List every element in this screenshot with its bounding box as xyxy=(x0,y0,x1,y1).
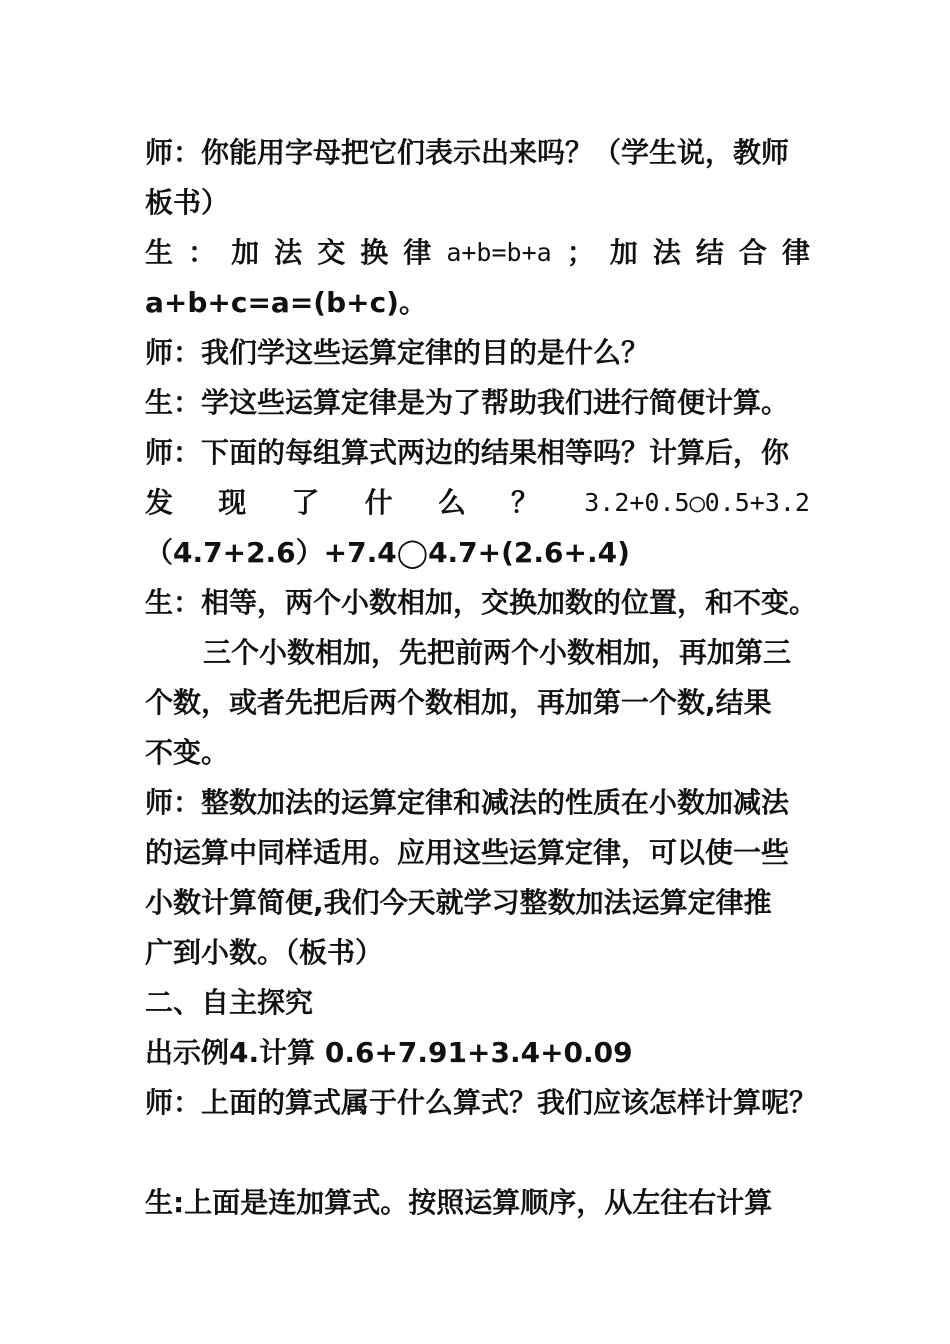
lesson-text xyxy=(145,128,818,1228)
formula-fragment: 3.2+0.5◯0.5+3.2 xyxy=(584,488,810,517)
teacher-line: 师：我们学这些运算定律的目的是什么？ xyxy=(145,336,650,369)
teacher-line: 师：下面的每组算式两边的结果相等吗？计算后，你 xyxy=(145,436,790,469)
section-heading: 二、自主探究 xyxy=(145,986,314,1019)
student-line: 生：学这些运算定律是为了帮助我们进行简便计算。 xyxy=(145,386,790,419)
text-fragment: 合 xyxy=(738,236,767,269)
teacher-line: 师：你能用字母把它们表示出来吗？（学生说，教师 xyxy=(145,136,790,169)
student-line-laws xyxy=(145,228,810,278)
text-fragment: 结 xyxy=(695,236,724,269)
teacher-line: 师：整数加法的运算定律和减法的性质在小数加减法 xyxy=(145,786,790,819)
text-line: 广到小数。（板书） xyxy=(145,936,384,969)
text-fragment: 律 xyxy=(403,236,432,269)
text-fragment: 么 xyxy=(437,486,466,519)
teacher-line: 师：上面的算式属于什么算式？我们应该怎样计算呢？ xyxy=(145,1086,818,1119)
formula-fragment: a+b=b+a xyxy=(446,238,552,267)
text-line: 小数计算简便,我们今天就学习整数加法运算定律推 xyxy=(145,886,772,919)
text-fragment: 交 xyxy=(317,236,346,269)
text-fragment: 加 xyxy=(231,236,260,269)
student-line-continued: 三个小数相加，先把前两个小数相加，再加第三 xyxy=(203,636,792,669)
text-fragment: ？ xyxy=(511,486,540,519)
formula-line: （4.7+2.6）+7.4◯4.7+(2.6+.4) xyxy=(145,536,630,569)
text-fragment: 加 xyxy=(609,236,638,269)
text-fragment: 法 xyxy=(274,236,303,269)
text-fragment: 生 xyxy=(145,236,174,269)
text-line: 不变。 xyxy=(145,736,230,769)
example-line: 出示例4.计算 0.6+7.91+3.4+0.09 xyxy=(145,1036,633,1069)
text-line: 个数，或者先把后两个数相加，再加第一个数,结果 xyxy=(145,686,772,719)
text-fragment: 律 xyxy=(781,236,810,269)
text-fragment: 发 xyxy=(145,486,174,519)
text-fragment: 换 xyxy=(360,236,389,269)
text-line: 的运算中同样适用。应用这些运算定律，可以使一些 xyxy=(145,836,790,869)
student-line: 生：相等，两个小数相加，交换加数的位置，和不变。 xyxy=(145,586,818,619)
text-fragment: ； xyxy=(566,236,595,269)
text-fragment: ： xyxy=(188,236,217,269)
student-line: 生:上面是连加算式。按照运算顺序，从左往右计算 xyxy=(145,1186,773,1219)
text-fragment: 了 xyxy=(291,486,320,519)
text-line: 板书） xyxy=(145,186,230,219)
text-fragment: 现 xyxy=(218,486,247,519)
text-fragment: 法 xyxy=(652,236,681,269)
formula-line: a+b+c=a=(b+c)。 xyxy=(145,286,427,319)
question-line xyxy=(145,478,810,528)
text-fragment: 什 xyxy=(364,486,393,519)
